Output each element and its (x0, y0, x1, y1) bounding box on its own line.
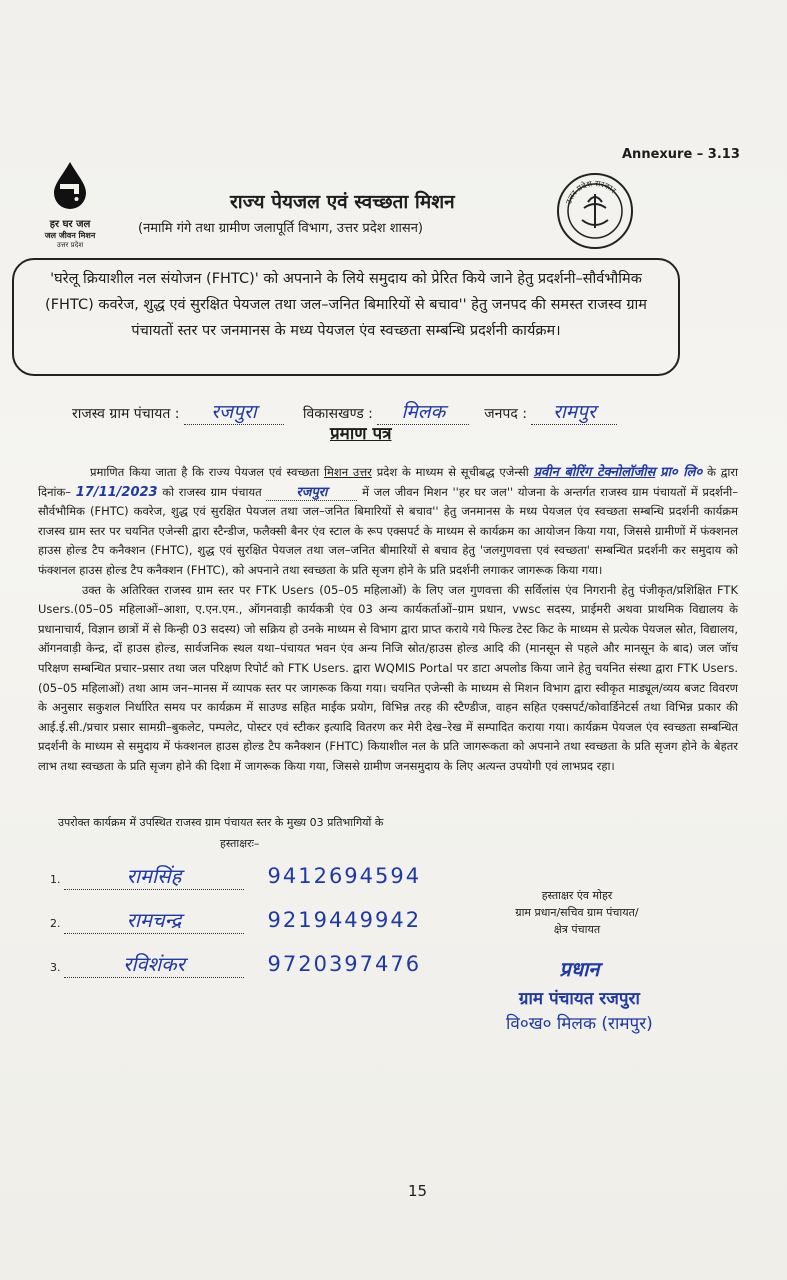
block-value: मिलक (377, 398, 469, 425)
gram-panchayat-label: राजस्व ग्राम पंचायत : (72, 406, 180, 422)
certificate-title: प्रमाण पत्र (330, 424, 392, 444)
body-text-b: मिशन उत्तर (324, 465, 372, 479)
body-text-c: प्रदेश के माध्यम से सूचीबद्ध एजेन्सी (376, 465, 529, 479)
certificate-body (38, 463, 738, 777)
logo-line-2: जल जीवन मिशन (44, 231, 96, 240)
mission-subtitle: (नमामि गंगे तथा ग्रामीण जलापूर्ति विभाग, उत्तर प्रदेश शासन) (138, 221, 423, 236)
participant-number: 1. (50, 873, 61, 886)
district-value: रामपुर (531, 398, 617, 425)
district-label: जनपद : (484, 406, 527, 422)
body-paragraph-1 (38, 463, 738, 581)
participant-signature: रविशंकर (64, 950, 244, 978)
signature-line-2: ग्राम प्रधान/सचिव ग्राम पंचायत/ (515, 906, 639, 919)
har-ghar-jal-logo (30, 160, 110, 250)
block-label: विकासखण्ड : (302, 406, 373, 422)
up-government-seal-icon (556, 172, 634, 250)
logo-line-1: हर घर जल (49, 219, 91, 230)
participant-phone: 9720397476 (267, 952, 422, 976)
participant-row (50, 950, 421, 978)
participants-intro: उपरोक्त कार्यक्रम में उपस्थित राजस्व ग्राम पंचायत स्तर के मुख्य 03 प्रतिभागियों के (58, 816, 384, 829)
participant-phone: 9412694594 (267, 864, 422, 888)
participant-number: 3. (50, 961, 61, 974)
body-text-f: में जल जीवन मिशन ''हर घर जल'' योजना के अन्तर्गत राजस्व ग्राम पंचायतों में प्रदर्शनी–सौर्वभौमिक (FHTC) कवरेज, शुद्ध एवं सुरक्षित पेयजल तथा जल–जनित बिमारियों से बचाव'' हेतु जनमानस के मध्य पेयजल एंव स्वच्छता सम्बन्धि प्रदर्शनी कार्यक्रम राजस्व ग्राम स्तर पर चयनित एजेन्सी द्वारा स्टैन्डीज, फलैक्सी बैनर एंव स्टाल के रूप एक्सपर्ट के माध्यम से कार्यक्रम का आयोजन किया गया, जिससे ग्रामीणों में फंक्शनल हाउस होल्ड टैप कनैक्शन (FHTC), शुद्ध एवं सुरक्षित पेयजल तथा जल–जनित बीमारियों से बचाव हेतु 'जलगुणवत्ता एवं स्वच्छता' सम्बन्धित प्रदर्शनी कर समुदाय को फंक्शनल हाउस होल्ड टैप कनैक्शन (FHTC), को अपनाने तथा स्वच्छता के प्रति सृजग होने के प्रति प्रदर्शनी लगाकर जागरूक किया गया। (38, 484, 738, 577)
stamp-panchayat: ग्राम पंचायत रजपुरा (518, 989, 640, 1009)
page-number: 15 (408, 1182, 428, 1200)
stamp-designation: प्रधान (559, 957, 600, 981)
mission-title: राज्य पेयजल एवं स्वच्छता मिशन (230, 191, 455, 213)
stamp-block: वि०ख० मिलक (रामपुर) (506, 1014, 653, 1034)
participant-row (50, 906, 421, 934)
participant-signature: रामसिंह (64, 862, 244, 890)
signature-block (484, 887, 670, 938)
body-text-a: प्रमाणित किया जाता है कि राज्य पेयजल एवं स्वच्छता (90, 465, 320, 479)
body-text-d: के द्वारा दिनांक– (38, 465, 739, 499)
body-text-e: को राजस्व ग्राम पंचायत (162, 484, 262, 499)
participant-number: 2. (50, 917, 61, 930)
participants-signature-label: हस्ताक्षरः– (220, 837, 260, 850)
signature-line-1: हस्ताक्षर एंव मोहर (541, 889, 613, 902)
seal-text: उत्तर प्रदेश सरकार (564, 178, 618, 206)
program-banner: 'घरेलू क्रियाशील नल संयोजन (FHTC)' को अपनाने के लिये समुदाय को प्रेरित किये जाने हेतु प्रदर्शनी–सौर्वभौमिक (FHTC) कवरेज, शुद्ध एवं सुरक्षित पेयजल तथा जल–जनित बिमारियों से बचाव'' हेतु जनपद की समस्त राजस्व ग्राम पंचायतों स्तर पर जनमानस के मध्य पेयजल एंव स्वच्छता सम्बन्धि प्रदर्शनी कार्यक्रम। (12, 258, 680, 376)
gram-panchayat-value: रजपुरा (184, 398, 284, 425)
water-drop-icon (50, 160, 90, 210)
participant-signature: रामचन्द्र (64, 906, 244, 934)
signature-line-3: क्षेत्र पंचायत (553, 923, 601, 936)
gram-panchayat-handwritten: रजपुरा (266, 485, 357, 501)
annexure-label: Annexure – 3.13 (622, 147, 740, 162)
logo-line-3: उत्तर प्रदेश (56, 241, 84, 249)
participant-row (50, 862, 421, 890)
pradhan-stamp (506, 955, 653, 1034)
agency-suffix-handwritten: प्रा० लि० (660, 465, 703, 480)
date-handwritten: 17/11/2023 (75, 484, 158, 500)
body-paragraph-2: उक्त के अतिरिक्त राजस्व ग्राम स्तर पर FTK Users (05–05 महिलाओं) के लिए जल गुणवत्ता की सर्विलांस एंव निगरानी हेतु पंजीकृत/प्रशिक्षित FTK Users.(05–05 महिलाओं–आशा, ए.एन.एम., ऑगनवाड़ी कार्यकत्री एंव 03 अन्य कार्यकर्ताओं–ग्राम प्रधान, vwsc सदस्य, प्राईमरी अथवा प्राथमिक विद्यालय के प्रधानाचार्य, विज्ञान छात्रों में से किन्ही 03 सदस्य) जो सक्रिय हो उनके माध्यम से विभाग द्वारा प्राप्त कराये गये फिल्ड टेस्ट किट के माध्यम से प्रत्येक पेयजल स्रोत, विद्यालय, ऑगनवाड़ी केन्द्र, दों हाउस होल्ड, सार्वजनिक स्थल यथा–पंचायत भवन एंव अन्य निजि स्रोत/हाउस होल्ड आदि की (मानसून से पहले और मानसून के बाद) जल जॉच परिक्षण सम्बन्धित प्रचार–प्रसार तथा जल परिक्षण रिपोर्ट को FTK Users. द्वारा WQMIS Portal पर डाटा अपलोड किया जाने हेतु चयनित संस्था द्वारा FTK Users.(05–05 महिलाओं) तथा आम जन–मानस में व्यापक स्तर पर जागरूक किया गया। चयनित एजेन्सी के माध्यम से मिशन विभाग द्वारा स्वीकृत माड्यूल/व्यय बजट विवरण के अनुसार सकुशल निर्धारित समय पर कार्यक्रम में साउण्ड सहित माईक प्रयोग, विभिन्न तरह की स्टैण्डीज, वाहन सहित एक्सपर्ट/कोवार्डिनेटर्स तथा विभिन्न प्रकार की आई.ई.सी./प्रचार प्रसार सामग्री–बुकलेट, पम्पलेट, पोस्टर एवं स्टीकर इत्यादि वितरण कर मेरी देख–रेख में सम्पादित कराया गया। कार्यक्रम पेयजल एंव स्वच्छता सम्बन्धित प्रदर्शनी के माध्यम से समुदाय में फंक्शनल हाउस होल्ड टैप कनैक्शन (FHTC) कियाशील नल के प्रति जागरूकता को अपनाने तथा स्वच्छता के प्रति सृजग होने के बेहतर लाभ तथा स्वच्छता के प्रति सृजग होने की दिशा में जागरूक किया गया, जिससे ग्रामीण जनसमुदाय के लिए अत्यन्त उपयोगी एवं लाभप्रद रहा। (38, 582, 738, 773)
agency-name-handwritten: प्रवीन बोरिंग टेक्नोलॉजीस (533, 465, 656, 480)
participant-phone: 9219449942 (267, 908, 422, 932)
